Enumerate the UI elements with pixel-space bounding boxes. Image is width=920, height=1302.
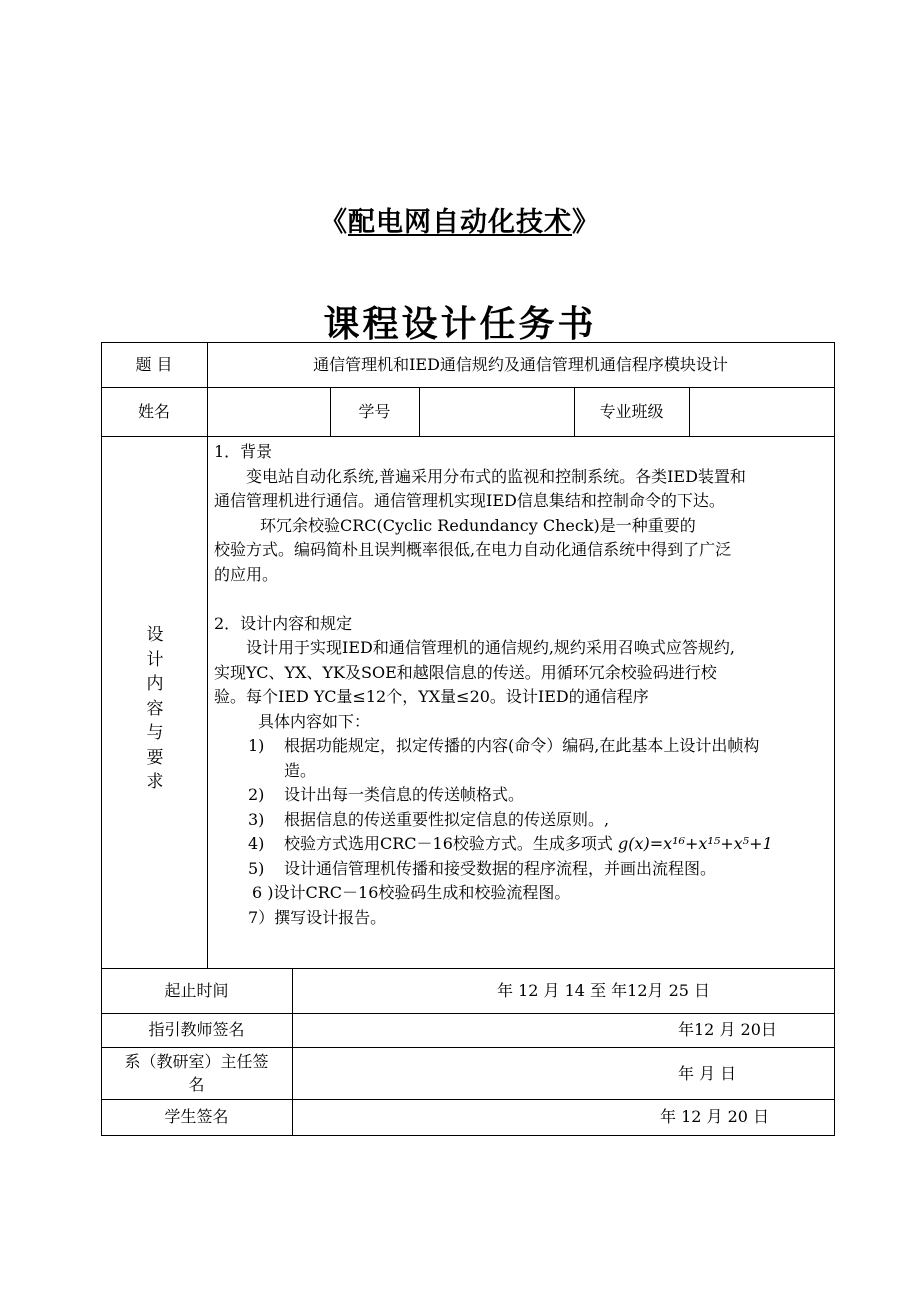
- paragraph-line: 环冗余校验CRC(Cyclic Redundancy Check)是一种重要的: [260, 515, 696, 535]
- course-subtitle: [0, 200, 920, 239]
- paragraph-line: 校验方式。编码简朴且误判概率很低,在电力自动化通信系统中得到了广泛: [214, 540, 732, 559]
- class-label: 专业班级: [599, 402, 664, 421]
- paragraph-line: 变电站自动化系统,普遍采用分布式的监视和控制系统。各类IED装置和: [246, 466, 746, 486]
- paragraph-line: 设计用于实现IED和通信管理机的通信规约,规约采用召唤式应答规约,: [246, 638, 736, 657]
- paragraph-line: 实现YC、YX、YK及SOE和越限信息的传送。用循环冗余校验码进行校: [214, 662, 717, 682]
- topic-value: 通信管理机和IED通信规约及通信管理机通信程序模块设计: [313, 355, 728, 374]
- period-label: 起止时间: [164, 981, 229, 1000]
- list-item: 2) 设计出每一类信息的传送帧格式。: [248, 785, 525, 804]
- name-label: 姓名: [137, 402, 170, 421]
- director-signature-date: 年 月 日: [678, 1064, 737, 1083]
- list-item: 7）撰写设计报告。: [248, 907, 387, 927]
- list-item: 1) 根据功能规定，拟定传播的内容(命令）编码,在此基本上设计出帧构: [248, 736, 760, 755]
- close-quote: 》: [572, 207, 600, 238]
- advisor-signature-date: 年12 月 20日: [678, 1020, 777, 1039]
- page-title: 课程设计任务书: [323, 304, 597, 345]
- polynomial-formula: g(x)=x¹⁶+x¹⁵+x⁵+1: [617, 834, 773, 853]
- open-quote: 《: [320, 207, 348, 238]
- paragraph-line: 通信管理机进行通信。通信管理机实现IED信息集结和控制命令的下达。: [214, 491, 725, 510]
- advisor-signature-label: 指引教师签名: [148, 1020, 245, 1039]
- director-signature-label-cont: 名: [188, 1075, 205, 1094]
- course-name: 配电网自动化技术: [348, 207, 572, 238]
- section-2-heading: 2．设计内容和规定: [214, 613, 353, 633]
- list-item: 3) 根据信息的传送重要性拟定信息的传送原则。,: [248, 809, 610, 829]
- student-signature-date: 年 12 月 20 日: [660, 1107, 770, 1126]
- list-item: 5) 设计通信管理机传播和接受数据的程序流程，并画出流程图。: [248, 858, 717, 878]
- student-signature-label: 学生签名: [164, 1107, 229, 1126]
- director-signature-label: 系（教研室）主任签: [124, 1052, 269, 1071]
- paragraph-line: 的应用。: [214, 564, 279, 584]
- list-item: 6 )设计CRC－16校验码生成和校验流程图。: [252, 883, 571, 902]
- content-label: 设 计 内 容 与 要 求: [146, 625, 164, 792]
- list-item-continuation: 造。: [284, 760, 317, 780]
- student-id-label: 学号: [358, 402, 391, 421]
- list-item: 4) 校验方式选用CRC－16校验方式。生成多项式 g(x)=x¹⁶+x¹⁵+x⁵+1: [248, 834, 773, 853]
- section-1-heading: 1．背景: [214, 442, 273, 461]
- period-value: 年 12 月 14 至 年12月 25 日: [497, 981, 711, 1000]
- topic-label: 题 目: [135, 355, 173, 374]
- paragraph-line: 具体内容如下：: [258, 711, 371, 731]
- paragraph-line: 验。每个IED YC量≤12个，YX量≤20。设计IED的通信程序: [214, 687, 649, 706]
- content-body: [214, 440, 834, 930]
